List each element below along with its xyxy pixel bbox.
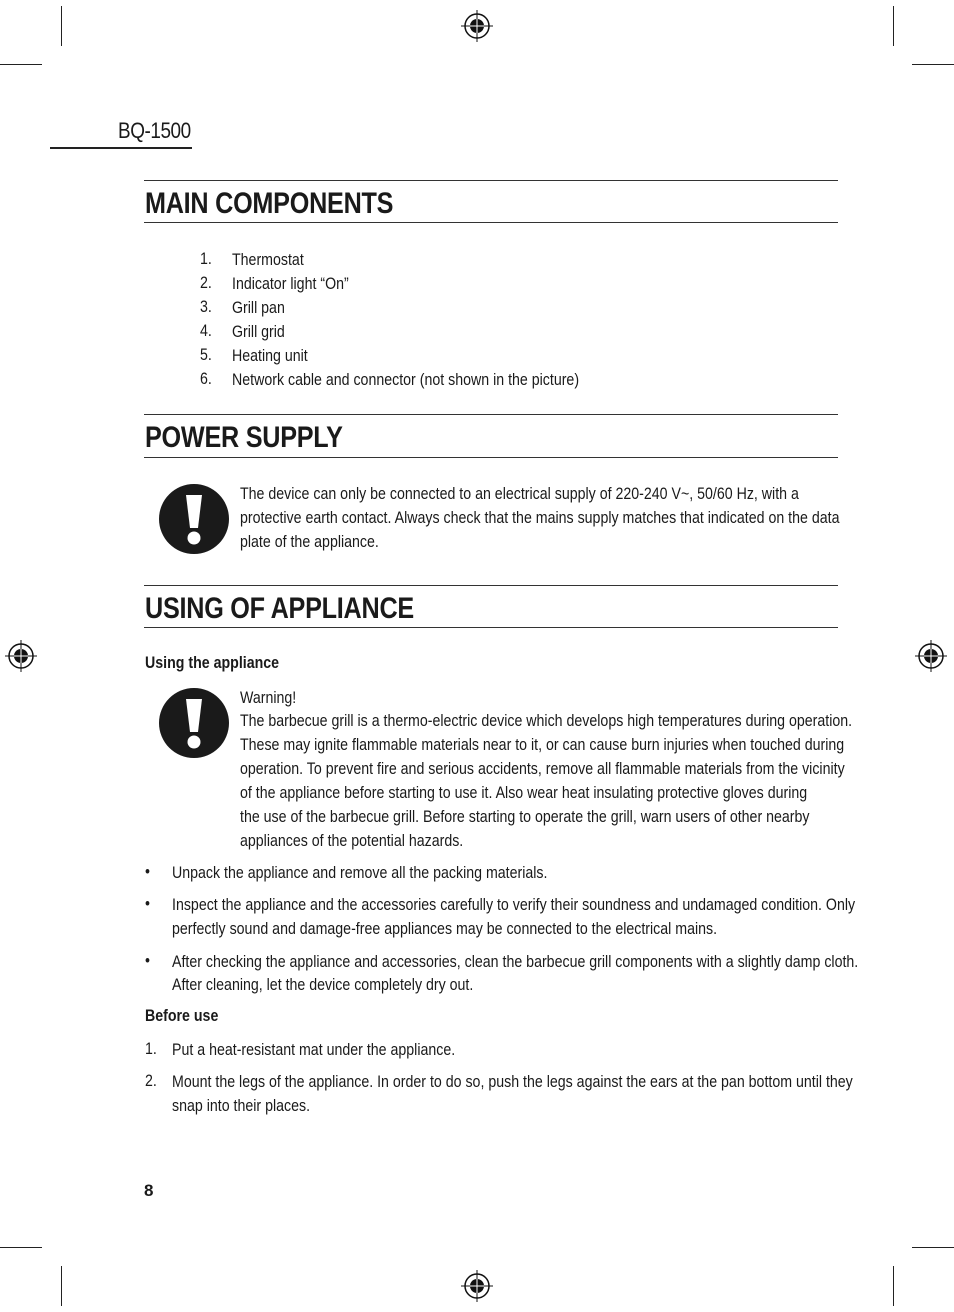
subheading-using-the-appliance: Using the appliance [145, 654, 280, 672]
section-rule [144, 222, 838, 223]
bullet-marker: • [145, 952, 150, 970]
warning-text-line: Warning! [240, 689, 297, 707]
header-underline [50, 147, 192, 149]
list-item: Indicator light “On” [232, 275, 349, 293]
section-rule [144, 180, 838, 181]
list-item: Network cable and connector (not shown in the picture) [232, 371, 580, 389]
registration-mark-icon [460, 9, 494, 43]
list-item-number: 3. [200, 298, 212, 316]
crop-mark [61, 6, 62, 46]
section-rule [144, 457, 838, 458]
registration-mark-icon [914, 639, 948, 673]
list-item: Thermostat [232, 251, 304, 269]
step-text-line: snap into their places. [172, 1097, 311, 1115]
list-item: Grill grid [232, 323, 285, 341]
warning-text-line: These may ignite flammable materials near to it, or can cause burn injuries when touched during [240, 736, 845, 754]
list-item-number: 1. [200, 250, 212, 268]
section-title-main-components: MAIN COMPONENTS [145, 187, 394, 220]
warning-text-line: operation. To prevent fire and serious accidents, remove all flammable materials from the vicinity [240, 760, 845, 778]
warning-text-line: The barbecue grill is a thermo-electric device which develops high temperatures during operation. [240, 712, 853, 730]
crop-mark [912, 1247, 954, 1248]
page-number: 8 [144, 1181, 154, 1200]
registration-mark-icon [460, 1269, 494, 1303]
power-supply-text-line: The device can only be connected to an electrical supply of 220-240 V~, 50/60 Hz, with a [240, 485, 799, 503]
step-number: 2. [145, 1072, 157, 1090]
crop-mark [0, 1247, 42, 1248]
section-rule [144, 585, 838, 586]
list-item-number: 6. [200, 370, 212, 388]
model-number: BQ-1500 [118, 118, 191, 143]
crop-mark [61, 1266, 62, 1306]
section-title-power-supply: POWER SUPPLY [145, 421, 343, 454]
crop-mark [912, 64, 954, 65]
registration-mark-icon [4, 639, 38, 673]
bullet-item-line: After cleaning, let the device completely dry out. [172, 976, 474, 994]
warning-exclamation-icon [159, 688, 229, 758]
warning-text-line: the use of the barbecue grill. Before starting to operate the grill, warn users of other nearby [240, 808, 810, 826]
crop-mark [893, 6, 894, 46]
power-supply-text-line: protective earth contact. Always check that the mains supply matches that indicated on the data [240, 509, 840, 527]
bullet-item-line: Unpack the appliance and remove all the packing materials. [172, 864, 548, 882]
list-item-number: 2. [200, 274, 212, 292]
bullet-marker: • [145, 895, 150, 913]
list-item: Heating unit [232, 347, 308, 365]
subheading-before-use: Before use [145, 1007, 219, 1025]
bullet-item-line: After checking the appliance and accessories, clean the barbecue grill components with a slightly damp cloth. [172, 953, 859, 971]
warning-exclamation-icon [159, 484, 229, 554]
bullet-item-line: perfectly sound and damage-free appliances may be connected to the electrical mains. [172, 920, 718, 938]
bullet-item-line: Inspect the appliance and the accessories carefully to verify their soundness and undamaged condition. Only [172, 896, 856, 914]
section-title-using-of-appliance: USING OF APPLIANCE [145, 592, 414, 625]
warning-text-line: appliances of the potential hazards. [240, 832, 464, 850]
section-rule [144, 414, 838, 415]
power-supply-text-line: plate of the appliance. [240, 533, 379, 551]
crop-mark [893, 1266, 894, 1306]
step-text-line: Mount the legs of the appliance. In order to do so, push the legs against the ears at the pan bottom until they [172, 1073, 853, 1091]
crop-mark [0, 64, 42, 65]
list-item-number: 5. [200, 346, 212, 364]
warning-text-line: of the appliance before starting to use it. Also wear heat insulating protective gloves during [240, 784, 808, 802]
step-text-line: Put a heat-resistant mat under the appliance. [172, 1041, 456, 1059]
step-number: 1. [145, 1040, 157, 1058]
bullet-marker: • [145, 863, 150, 881]
list-item-number: 4. [200, 322, 212, 340]
section-rule [144, 627, 838, 628]
list-item: Grill pan [232, 299, 285, 317]
